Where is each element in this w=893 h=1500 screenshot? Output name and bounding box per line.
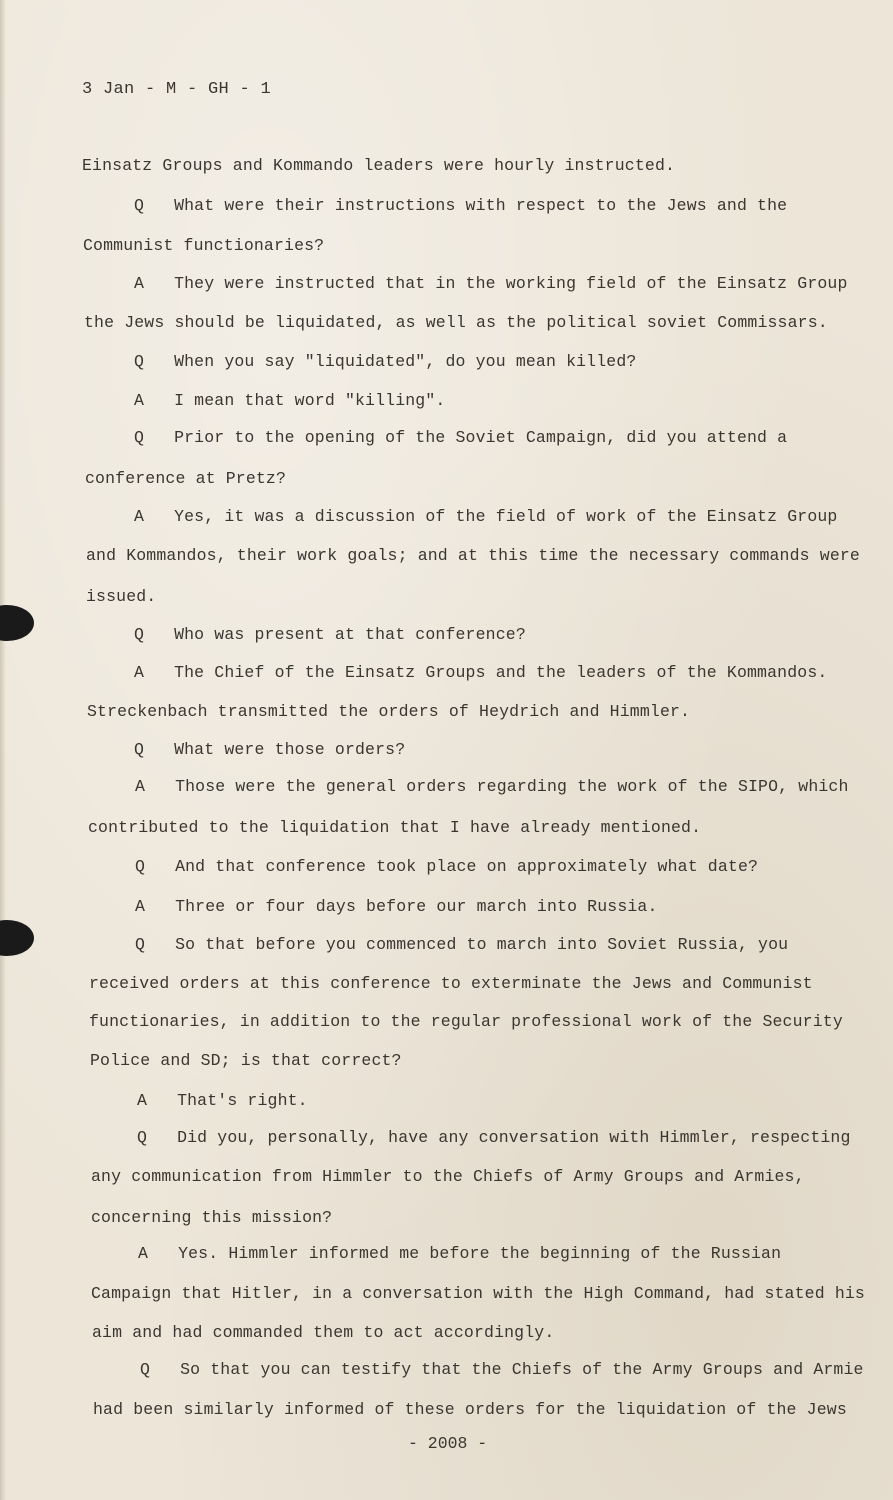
speaker-label: A — [134, 507, 145, 526]
transcript-line: A Yes, it was a discussion of the field of work of the Einsatz Group — [134, 507, 838, 526]
transcript-line: contributed to the liquidation that I have already mentioned. — [88, 818, 702, 837]
speaker-label: Q — [134, 625, 145, 644]
punch-hole-top — [0, 605, 34, 641]
transcript-line: Q Did you, personally, have any conversation with Himmler, respecting — [137, 1128, 851, 1147]
transcript-line: issued. — [86, 587, 157, 606]
transcript-line: any communication from Himmler to the Chiefs of Army Groups and Armies, — [91, 1167, 805, 1186]
speaker-label: A — [134, 663, 145, 682]
transcript-line: Police and SD; is that correct? — [90, 1051, 402, 1070]
transcript-line: conference at Pretz? — [85, 469, 287, 488]
transcript-line: A Those were the general orders regarding the work of the SIPO, which — [135, 777, 849, 796]
speaker-label: Q — [134, 428, 145, 447]
transcript-line: A They were instructed that in the working field of the Einsatz Group — [134, 274, 848, 293]
speaker-label: Q — [134, 196, 145, 215]
transcript-line: the Jews should be liquidated, as well as the political soviet Commissars. — [84, 313, 828, 332]
speaker-label: A — [135, 897, 146, 916]
transcript-line: and Kommandos, their work goals; and at this time the necessary commands were — [86, 546, 860, 565]
speaker-label: Q — [137, 1128, 148, 1147]
transcript-line: Q What were their instructions with respect to the Jews and the — [134, 196, 788, 215]
transcript-line: Streckenbach transmitted the orders of Heydrich and Himmler. — [87, 702, 691, 721]
transcript-line: received orders at this conference to exterminate the Jews and Communist — [89, 974, 813, 993]
speaker-label: A — [135, 777, 146, 796]
speaker-label: A — [134, 274, 145, 293]
transcript-line: Campaign that Hitler, in a conversation with the High Command, had stated his — [91, 1284, 865, 1303]
transcript-line: A The Chief of the Einsatz Groups and the leaders of the Kommandos. — [134, 663, 828, 682]
page-number: - 2008 - — [408, 1434, 488, 1453]
transcript-line: Q Prior to the opening of the Soviet Campaign, did you attend a — [134, 428, 788, 447]
transcript-line: Q What were those orders? — [134, 740, 406, 759]
transcript-line: A Yes. Himmler informed me before the beginning of the Russian — [138, 1244, 782, 1263]
transcript-line: had been similarly informed of these orders for the liquidation of the Jews — [93, 1400, 847, 1419]
transcript-line: A I mean that word "killing". — [134, 391, 446, 410]
speaker-label: Q — [134, 740, 145, 759]
transcript-line: Q So that before you commenced to march into Soviet Russia, you — [135, 935, 789, 954]
transcript-line: Communist functionaries? — [83, 236, 325, 255]
speaker-label: A — [137, 1091, 148, 1110]
speaker-label: A — [134, 391, 145, 410]
speaker-label: A — [138, 1244, 149, 1263]
transcript-line: A Three or four days before our march into Russia. — [135, 897, 658, 916]
transcript-line: Einsatz Groups and Kommando leaders were hourly instructed. — [82, 156, 676, 175]
transcript-line: Q When you say "liquidated", do you mean killed? — [134, 352, 637, 371]
page-identifier: 3 Jan - M - GH - 1 — [82, 80, 272, 99]
transcript-line: A That's right. — [137, 1091, 308, 1110]
punch-hole-bottom — [0, 920, 34, 956]
transcript-line: aim and had commanded them to act accordingly. — [92, 1323, 555, 1342]
speaker-label: Q — [135, 935, 146, 954]
speaker-label: Q — [140, 1360, 151, 1379]
transcript-line: Q So that you can testify that the Chiefs of the Army Groups and Armie — [140, 1360, 864, 1379]
speaker-label: Q — [135, 857, 146, 876]
transcript-line: Q And that conference took place on approximately what date? — [135, 857, 759, 876]
speaker-label: Q — [134, 352, 145, 371]
transcript-line: functionaries, in addition to the regular professional work of the Security — [89, 1012, 843, 1031]
page-edge-shadow — [0, 0, 6, 1500]
transcript-line: Q Who was present at that conference? — [134, 625, 526, 644]
transcript-line: concerning this mission? — [91, 1208, 333, 1227]
